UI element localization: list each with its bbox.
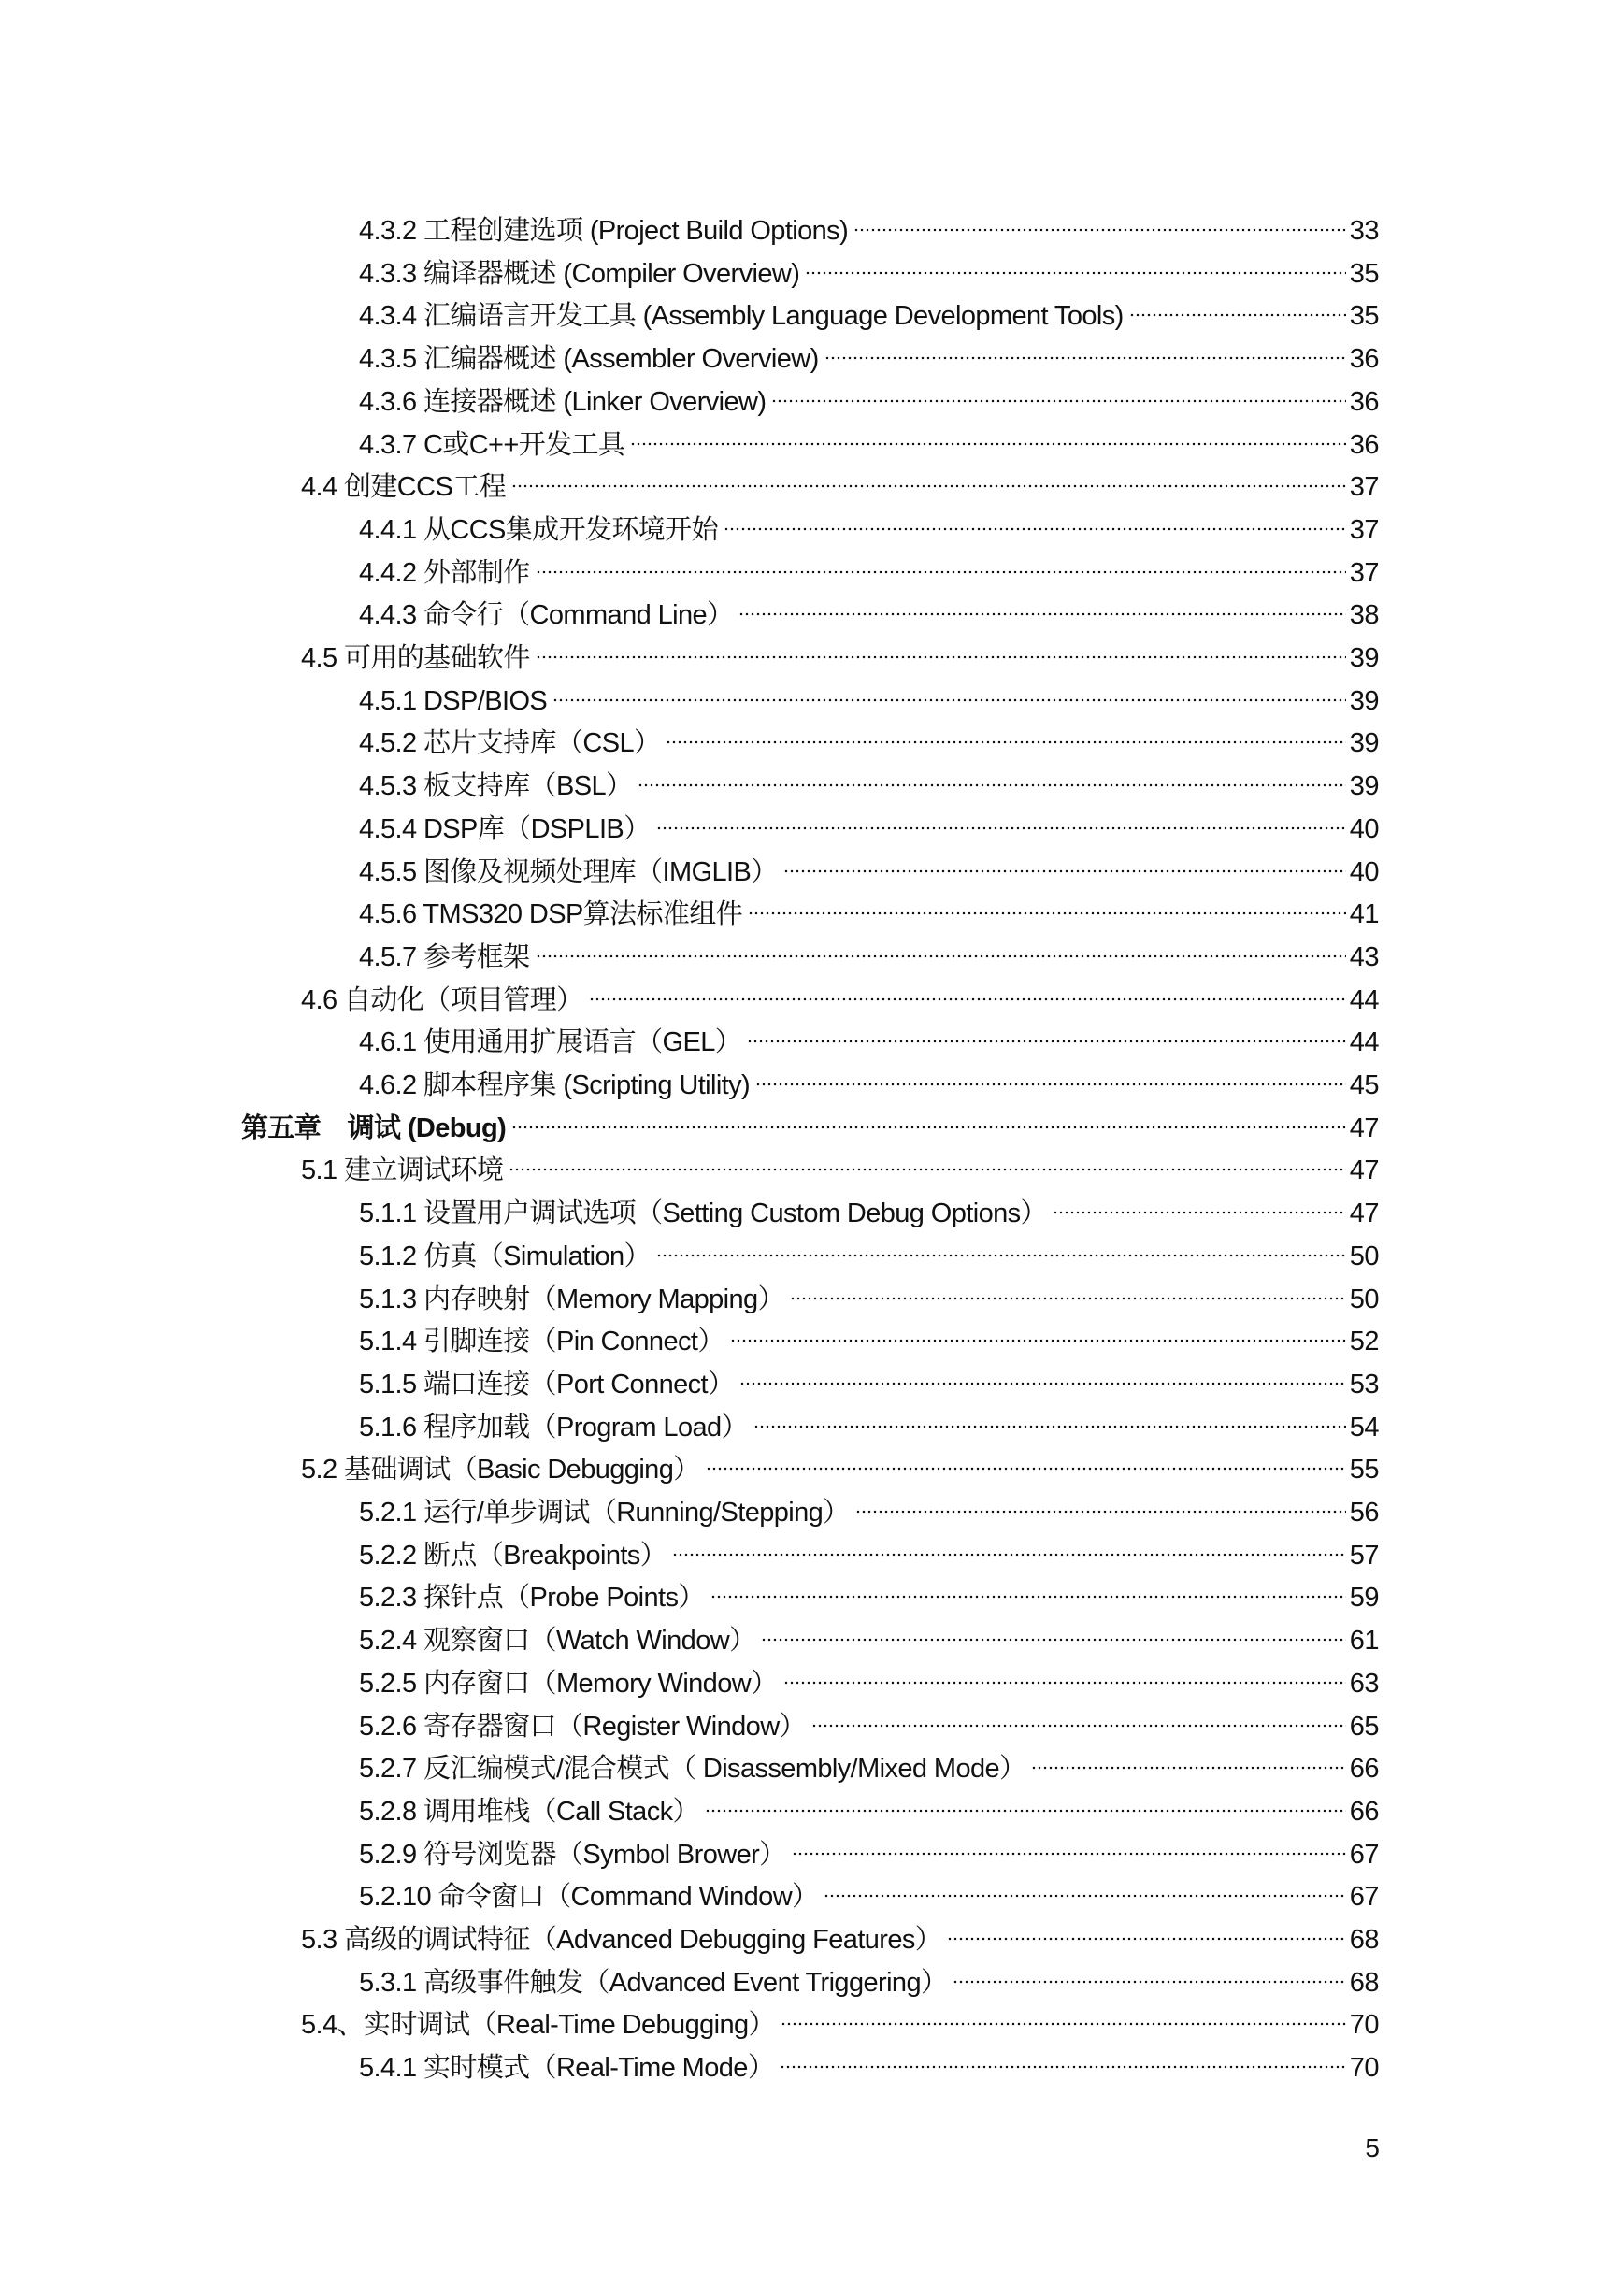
- toc-dot-leader: [739, 1382, 1345, 1385]
- toc-dot-leader: [656, 826, 1346, 830]
- toc-entry-title: 5.1.2 仿真（Simulation）: [359, 1241, 651, 1271]
- toc-entry[interactable]: [301, 466, 1379, 509]
- toc-entry-page: 47: [1349, 1112, 1379, 1143]
- toc-dot-leader: [738, 612, 1345, 616]
- toc-entry[interactable]: [359, 1833, 1379, 1876]
- toc-entry-page: 43: [1349, 941, 1379, 972]
- toc-entry-title: 5.2.7 反汇编模式/混合模式（ Disassembly/Mixed Mode）: [359, 1754, 1026, 1785]
- toc-entry-title: 4.4.2 外部制作: [359, 557, 530, 588]
- toc-entry-title: 5.2.5 内存窗口（Memory Window）: [359, 1668, 778, 1699]
- toc-entry-title: 第五章 调试 (Debug): [241, 1112, 507, 1143]
- toc-entry[interactable]: [359, 380, 1379, 423]
- toc-entry[interactable]: [359, 294, 1379, 337]
- toc-entry-title: 4.5.5 图像及视频处理库（IMGLIB）: [359, 856, 778, 887]
- toc-entry-title: 4.5.1 DSP/BIOS: [359, 685, 548, 716]
- toc-dot-leader: [771, 399, 1345, 403]
- toc-entry-title: 5.1 建立调试环境: [301, 1155, 504, 1186]
- toc-entry-title: 4.4.1 从CCS集成开发环境开始: [359, 514, 718, 545]
- toc-entry-title: 5.4、实时调试（Real-Time Debugging）: [301, 2010, 775, 2041]
- toc-entry-page: 44: [1349, 1027, 1379, 1058]
- toc-entry[interactable]: [301, 637, 1379, 680]
- toc-entry[interactable]: [359, 1320, 1379, 1363]
- toc-entry[interactable]: [359, 765, 1379, 808]
- toc-entry-page: 67: [1349, 1882, 1379, 1913]
- toc-entry-page: 40: [1349, 813, 1379, 844]
- toc-entry[interactable]: [301, 1149, 1379, 1192]
- toc-entry-page: 66: [1349, 1796, 1379, 1827]
- toc-entry[interactable]: [359, 722, 1379, 765]
- toc-entry-title: 4.3.5 汇编器概述 (Assembler Overview): [359, 344, 819, 375]
- toc-entry-title: 4.6.2 脚本程序集 (Scripting Utility): [359, 1070, 751, 1100]
- toc-entry[interactable]: [359, 1534, 1379, 1577]
- toc-entry-page: 36: [1349, 429, 1379, 460]
- toc-entry-page: 56: [1349, 1498, 1379, 1528]
- toc-entry-page: 35: [1349, 258, 1379, 289]
- toc-entry[interactable]: [359, 1278, 1379, 1321]
- toc-dot-leader: [638, 783, 1345, 787]
- toc-entry[interactable]: [359, 851, 1379, 894]
- toc-entry-page: 68: [1349, 1967, 1379, 1998]
- toc-entry-page: 39: [1349, 771, 1379, 802]
- toc-entry-title: 4.5.4 DSP库（DSPLIB）: [359, 813, 651, 844]
- toc-entry-title: 5.1.4 引脚连接（Pin Connect）: [359, 1327, 724, 1357]
- toc-dot-leader: [1053, 1211, 1346, 1214]
- toc-entry[interactable]: [359, 1747, 1379, 1790]
- toc-entry[interactable]: [359, 209, 1379, 252]
- toc-entry-page: 66: [1349, 1754, 1379, 1785]
- toc-dot-leader: [747, 1040, 1346, 1043]
- toc-dot-leader: [853, 228, 1346, 232]
- toc-entry[interactable]: [359, 1491, 1379, 1534]
- toc-dot-leader: [755, 1083, 1346, 1086]
- toc-entry-title: 4.5.3 板支持库（BSL）: [359, 771, 633, 802]
- toc-entry-title: 5.1.1 设置用户调试选项（Setting Custom Debug Options）: [359, 1198, 1047, 1229]
- toc-entry-page: 39: [1349, 643, 1379, 673]
- toc-dot-leader: [781, 2022, 1346, 2026]
- toc-entry[interactable]: [359, 2046, 1379, 2089]
- toc-entry-title: 4.3.7 C或C++开发工具: [359, 429, 625, 460]
- toc-entry[interactable]: [301, 2003, 1379, 2046]
- toc-entry-title: 5.2 基础调试（Basic Debugging）: [301, 1455, 700, 1485]
- toc-entry-page: 36: [1349, 344, 1379, 375]
- toc-entry-page: 54: [1349, 1412, 1379, 1442]
- toc-entry[interactable]: [359, 1192, 1379, 1235]
- toc-entry[interactable]: [359, 808, 1379, 851]
- toc-entry-title: 4.3.6 连接器概述 (Linker Overview): [359, 386, 767, 417]
- toc-entry[interactable]: [359, 893, 1379, 936]
- toc-dot-leader: [790, 1297, 1346, 1300]
- toc-entry-title: 5.2.9 符号浏览器（Symbol Brower）: [359, 1839, 786, 1870]
- toc-dot-leader: [536, 655, 1346, 659]
- toc-dot-leader: [824, 356, 1346, 360]
- toc-entry[interactable]: [359, 680, 1379, 723]
- toc-entry[interactable]: [359, 1363, 1379, 1406]
- toc-dot-leader: [947, 1937, 1346, 1941]
- toc-entry-page: 52: [1349, 1327, 1379, 1357]
- toc-entry-page: 55: [1349, 1455, 1379, 1485]
- toc-entry-page: 70: [1349, 2010, 1379, 2041]
- toc-entry[interactable]: [359, 1619, 1379, 1662]
- toc-entry-title: 5.1.3 内存映射（Memory Mapping）: [359, 1284, 784, 1314]
- toc-entry[interactable]: [359, 1021, 1379, 1064]
- toc-entry[interactable]: [359, 423, 1379, 466]
- toc-dot-leader: [855, 1510, 1346, 1514]
- toc-entry-page: 61: [1349, 1626, 1379, 1657]
- toc-dot-leader: [748, 911, 1346, 915]
- toc-entry[interactable]: [359, 252, 1379, 295]
- toc-entry-title: 4.3.2 工程创建选项 (Project Build Options): [359, 216, 849, 246]
- toc-entry-page: 70: [1349, 2053, 1379, 2084]
- toc-entry[interactable]: [359, 509, 1379, 552]
- toc-entry-page: 35: [1349, 301, 1379, 332]
- toc-entry-page: 33: [1349, 216, 1379, 246]
- toc-entry-title: 5.2.3 探针点（Probe Points）: [359, 1583, 705, 1614]
- toc-dot-leader: [536, 954, 1346, 958]
- toc-entry-title: 5.2.10 命令窗口（Command Window）: [359, 1882, 819, 1913]
- toc-entry-title: 4.5.7 参考框架: [359, 941, 530, 972]
- toc-entry-title: 5.2.2 断点（Breakpoints）: [359, 1540, 667, 1571]
- toc-entry[interactable]: [301, 1918, 1379, 1961]
- toc-entry-page: 45: [1349, 1070, 1379, 1100]
- toc-dot-leader: [792, 1852, 1346, 1856]
- toc-entry-title: 5.3 高级的调试特征（Advanced Debugging Features）: [301, 1925, 942, 1955]
- toc-entry-page: 63: [1349, 1668, 1379, 1699]
- toc-entry-page: 37: [1349, 472, 1379, 503]
- toc-entry-title: 4.3.3 编译器概述 (Compiler Overview): [359, 258, 800, 289]
- toc-dot-leader: [824, 1894, 1345, 1898]
- toc-entry-page: 36: [1349, 386, 1379, 417]
- toc-entry-page: 67: [1349, 1839, 1379, 1870]
- toc-chapter-entry[interactable]: [241, 1107, 1379, 1150]
- toc-entry-title: 5.3.1 高级事件触发（Advanced Event Triggering）: [359, 1967, 948, 1998]
- toc-entry-title: 4.6.1 使用通用扩展语言（GEL）: [359, 1027, 742, 1058]
- toc-dot-leader: [706, 1467, 1346, 1471]
- toc-dot-leader: [511, 484, 1346, 488]
- toc-entry-title: 5.1.6 程序加载（Program Load）: [359, 1412, 748, 1442]
- toc-dot-leader: [1031, 1766, 1345, 1770]
- toc-dot-leader: [783, 1681, 1346, 1685]
- toc-entry-page: 39: [1349, 685, 1379, 716]
- toc-entry[interactable]: [359, 1064, 1379, 1107]
- toc-dot-leader: [552, 698, 1346, 702]
- toc-entry-page: 50: [1349, 1241, 1379, 1271]
- toc-dot-leader: [811, 1724, 1346, 1728]
- toc-entry-page: 68: [1349, 1925, 1379, 1955]
- toc-dot-leader: [656, 1254, 1346, 1257]
- toc-entry-title: 4.5 可用的基础软件: [301, 643, 530, 673]
- toc-dot-leader: [710, 1595, 1346, 1599]
- toc-entry-title: 5.2.1 运行/单步调试（Running/Stepping）: [359, 1498, 850, 1528]
- toc-entry[interactable]: [301, 979, 1379, 1022]
- toc-entry-title: 4.3.4 汇编语言开发工具 (Assembly Language Development Tools): [359, 301, 1124, 332]
- toc-dot-leader: [705, 1809, 1346, 1813]
- toc-entry-page: 53: [1349, 1369, 1379, 1399]
- toc-entry-page: 39: [1349, 728, 1379, 759]
- toc-entry[interactable]: [359, 1790, 1379, 1833]
- toc-entry-page: 38: [1349, 600, 1379, 631]
- toc-entry[interactable]: [359, 1705, 1379, 1748]
- toc-entry[interactable]: [359, 1875, 1379, 1918]
- toc-dot-leader: [630, 442, 1345, 446]
- toc-entry[interactable]: [359, 1961, 1379, 2004]
- toc-entry-title: 5.2.8 调用堆栈（Call Stack）: [359, 1796, 699, 1827]
- toc-entry-title: 4.4.3 命令行（Command Line）: [359, 600, 734, 631]
- toc-entry-title: 4.6 自动化（项目管理）: [301, 984, 583, 1015]
- toc-entry[interactable]: [359, 594, 1379, 637]
- toc-entry-title: 5.1.5 端口连接（Port Connect）: [359, 1369, 735, 1399]
- toc-dot-leader: [672, 1553, 1346, 1557]
- toc-dot-leader: [511, 1126, 1346, 1129]
- toc-entry-page: 57: [1349, 1540, 1379, 1571]
- toc-entry[interactable]: [359, 337, 1379, 380]
- toc-entry-page: 40: [1349, 856, 1379, 887]
- toc-dot-leader: [1129, 313, 1346, 317]
- toc-entry[interactable]: [359, 1662, 1379, 1705]
- toc-dot-leader: [805, 271, 1345, 275]
- toc-entry-title: 5.4.1 实时模式（Real-Time Mode）: [359, 2053, 775, 2084]
- toc-entry-title: 5.2.6 寄存器窗口（Register Window）: [359, 1711, 806, 1742]
- toc-entry-page: 65: [1349, 1711, 1379, 1742]
- toc-entry-page: 47: [1349, 1198, 1379, 1229]
- toc-dot-leader: [953, 1980, 1345, 1984]
- toc-entry[interactable]: [359, 552, 1379, 595]
- toc-entry[interactable]: [359, 1406, 1379, 1449]
- toc-entry[interactable]: [359, 1576, 1379, 1619]
- toc-entry-title: 4.4 创建CCS工程: [301, 472, 506, 503]
- toc-dot-leader: [783, 869, 1346, 873]
- toc-dot-leader: [753, 1425, 1346, 1428]
- toc-entry-page: 37: [1349, 557, 1379, 588]
- toc-entry-title: 4.5.2 芯片支持库（CSL）: [359, 728, 661, 759]
- toc-entry-page: 59: [1349, 1583, 1379, 1614]
- toc-dot-leader: [666, 740, 1345, 744]
- toc-entry-title: 5.2.4 观察窗口（Watch Window）: [359, 1626, 756, 1657]
- toc-entry-page: 41: [1349, 899, 1379, 930]
- toc-entry-page: 50: [1349, 1284, 1379, 1314]
- toc-dot-leader: [589, 997, 1346, 1001]
- page-number: 5: [1365, 2133, 1380, 2162]
- toc-dot-leader: [761, 1638, 1345, 1642]
- toc-entry-page: 37: [1349, 514, 1379, 545]
- toc-entry[interactable]: [359, 1235, 1379, 1278]
- toc-entry-page: 44: [1349, 984, 1379, 1015]
- toc-dot-leader: [780, 2065, 1346, 2069]
- toc-entry-title: 4.5.6 TMS320 DSP算法标准组件: [359, 899, 743, 930]
- toc-entry[interactable]: [359, 936, 1379, 979]
- toc-entry-page: 47: [1349, 1155, 1379, 1186]
- toc-dot-leader: [730, 1339, 1346, 1342]
- toc-dot-leader: [536, 570, 1346, 574]
- toc-entry[interactable]: [301, 1448, 1379, 1491]
- toc-dot-leader: [724, 527, 1346, 531]
- toc-dot-leader: [509, 1168, 1345, 1171]
